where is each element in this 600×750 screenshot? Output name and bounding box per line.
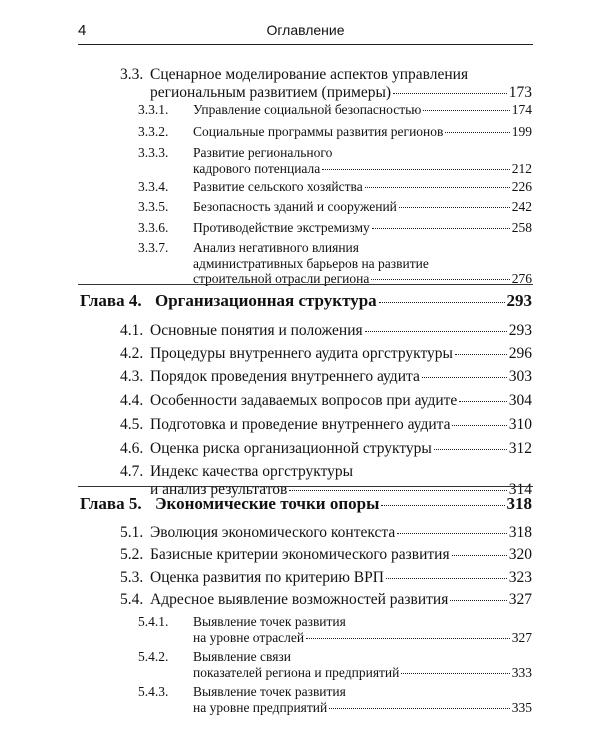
- entry-page-number: 318: [506, 494, 532, 513]
- dot-leader: [452, 555, 507, 556]
- entry-page-number: 303: [508, 368, 532, 385]
- entry-number: 4.3.: [120, 368, 144, 385]
- header-title: Оглавление: [266, 22, 345, 38]
- page-number: 4: [78, 22, 87, 39]
- entry-number: 3.3.7.: [138, 240, 169, 255]
- entry-title-line: кадрового потенциала: [193, 160, 321, 176]
- entry-number: 3.3.1.: [138, 102, 169, 117]
- entry-number: Глава 4.: [80, 291, 142, 310]
- entry-number: 5.4.3.: [138, 684, 169, 699]
- entry-page-number: 242: [511, 199, 532, 214]
- entry-page-number: 293: [506, 291, 532, 310]
- entry-title-line: Развитие сельского хозяйства: [193, 179, 363, 194]
- dot-leader: [401, 673, 509, 674]
- chapter-separator: [78, 486, 533, 487]
- entry-page-number: 296: [508, 345, 532, 362]
- entry-title-line: на уровне предприятий: [193, 699, 328, 715]
- entry-number: 5.2.: [120, 546, 144, 563]
- entry-title-line: Процедуры внутреннего аудита оргструктуры: [150, 345, 453, 362]
- dot-leader: [445, 132, 509, 133]
- dot-leader: [423, 110, 509, 111]
- entry-number: 3.3.4.: [138, 179, 169, 194]
- dot-leader: [365, 187, 510, 188]
- entry-title-line: Особенности задаваемых вопросов при аудите: [150, 392, 458, 409]
- entry-title-line: Социальные программы развития регионов: [193, 124, 444, 139]
- header-rule: [78, 44, 533, 45]
- entry-title-line: Подготовка и проведение внутреннего аудита: [150, 416, 451, 433]
- entry-title-line: Порядок проведения внутреннего аудита: [150, 368, 420, 385]
- entry-page-number: 314: [508, 481, 532, 498]
- entry-title-line: Экономические точки опоры: [155, 494, 380, 513]
- dot-leader: [371, 279, 509, 280]
- entry-title-line: Базисные критерии экономического развития: [150, 546, 450, 563]
- entry-page-number: 199: [511, 124, 532, 139]
- entry-page-number: 173: [508, 84, 532, 101]
- dot-leader: [306, 638, 510, 639]
- entry-page-number: 323: [508, 569, 532, 586]
- entry-page-number: 333: [511, 664, 532, 680]
- entry-number: 3.3.6.: [138, 220, 169, 235]
- entry-number: 5.1.: [120, 524, 144, 541]
- entry-number: 4.1.: [120, 322, 144, 339]
- entry-number: 3.3.: [120, 66, 144, 83]
- dot-leader: [329, 708, 510, 709]
- entry-title-line: Противодействие экстремизму: [193, 220, 370, 235]
- entry-title-line: строительной отрасли региона: [193, 271, 370, 286]
- entry-page-number: 318: [508, 524, 532, 541]
- dot-leader: [422, 377, 507, 378]
- entry-title-line: региональным развитием (примеры): [150, 84, 392, 101]
- entry-page-number: 310: [508, 416, 532, 433]
- page-header: [78, 20, 533, 46]
- entry-title-line: и анализ результатов: [150, 481, 288, 498]
- entry-number: 5.3.: [120, 569, 144, 586]
- entry-title-line: административных барьеров на развитие: [193, 255, 429, 271]
- entry-title-line: Безопасность зданий и сооружений: [193, 199, 397, 214]
- entry-title-line: Анализ негативного влияния: [193, 240, 359, 255]
- entry-page-number: 320: [508, 546, 532, 563]
- entry-title-line: Адресное выявление возможностей развития: [150, 591, 449, 608]
- entry-number: 4.6.: [120, 440, 144, 457]
- entry-number: 4.2.: [120, 345, 144, 362]
- entry-title-line: Управление социальной безопасностью: [193, 102, 422, 117]
- entry-title-line: Основные понятия и положения: [150, 322, 363, 339]
- dot-leader: [393, 93, 507, 94]
- entry-title-line: Организационная структура: [155, 291, 377, 310]
- entry-title-line: на уровне отраслей: [193, 629, 305, 645]
- entry-number: 5.4.2.: [138, 649, 169, 664]
- entry-page-number: 327: [508, 591, 532, 608]
- dot-leader: [379, 302, 505, 303]
- dot-leader: [372, 228, 510, 229]
- entry-number: 4.4.: [120, 392, 144, 409]
- entry-number: 4.5.: [120, 416, 144, 433]
- dot-leader: [452, 425, 506, 426]
- entry-page-number: 212: [511, 160, 532, 176]
- entry-title-line: Выявление точек развития: [193, 614, 346, 629]
- dot-leader: [399, 207, 510, 208]
- entry-page-number: 258: [511, 220, 532, 235]
- entry-page-number: 327: [511, 629, 532, 645]
- entry-title-line: Оценка риска организационной структуры: [150, 440, 432, 457]
- dot-leader: [459, 401, 506, 402]
- entry-title-line: Выявление связи: [193, 649, 291, 664]
- entry-title-line: Индекс качества оргструктуры: [150, 463, 354, 480]
- dot-leader: [365, 331, 507, 332]
- dot-leader: [397, 533, 507, 534]
- entry-page-number: 293: [508, 322, 532, 339]
- entry-title-line: Эволюция экономического контекста: [150, 524, 396, 541]
- entry-title-line: Выявление точек развития: [193, 684, 346, 699]
- dot-leader: [322, 169, 509, 170]
- entry-number: 5.4.1.: [138, 614, 169, 629]
- entry-number: 4.7.: [120, 463, 144, 480]
- entry-number: 3.3.3.: [138, 145, 169, 160]
- entry-number: 3.3.5.: [138, 199, 169, 214]
- entry-page-number: 304: [508, 392, 532, 409]
- entry-page-number: 276: [511, 271, 532, 286]
- entry-page-number: 335: [511, 699, 532, 715]
- dot-leader: [450, 600, 506, 601]
- entry-page-number: 226: [511, 179, 532, 194]
- entry-title-line: Сценарное моделирование аспектов управления: [150, 66, 469, 83]
- dot-leader: [386, 578, 507, 579]
- entry-title-line: Оценка развития по критерию ВРП: [150, 569, 384, 586]
- dot-leader: [289, 490, 506, 491]
- entry-number: Глава 5.: [80, 494, 142, 513]
- dot-leader: [455, 354, 507, 355]
- entry-number: 5.4.: [120, 591, 144, 608]
- dot-leader: [381, 505, 504, 506]
- entry-page-number: 312: [508, 440, 532, 457]
- entry-number: 3.3.2.: [138, 124, 169, 139]
- entry-page-number: 174: [511, 102, 532, 117]
- dot-leader: [434, 449, 507, 450]
- entry-title-line: Развитие регионального: [193, 145, 333, 160]
- entry-title-line: показателей региона и предприятий: [193, 664, 400, 680]
- chapter-separator: [78, 284, 533, 285]
